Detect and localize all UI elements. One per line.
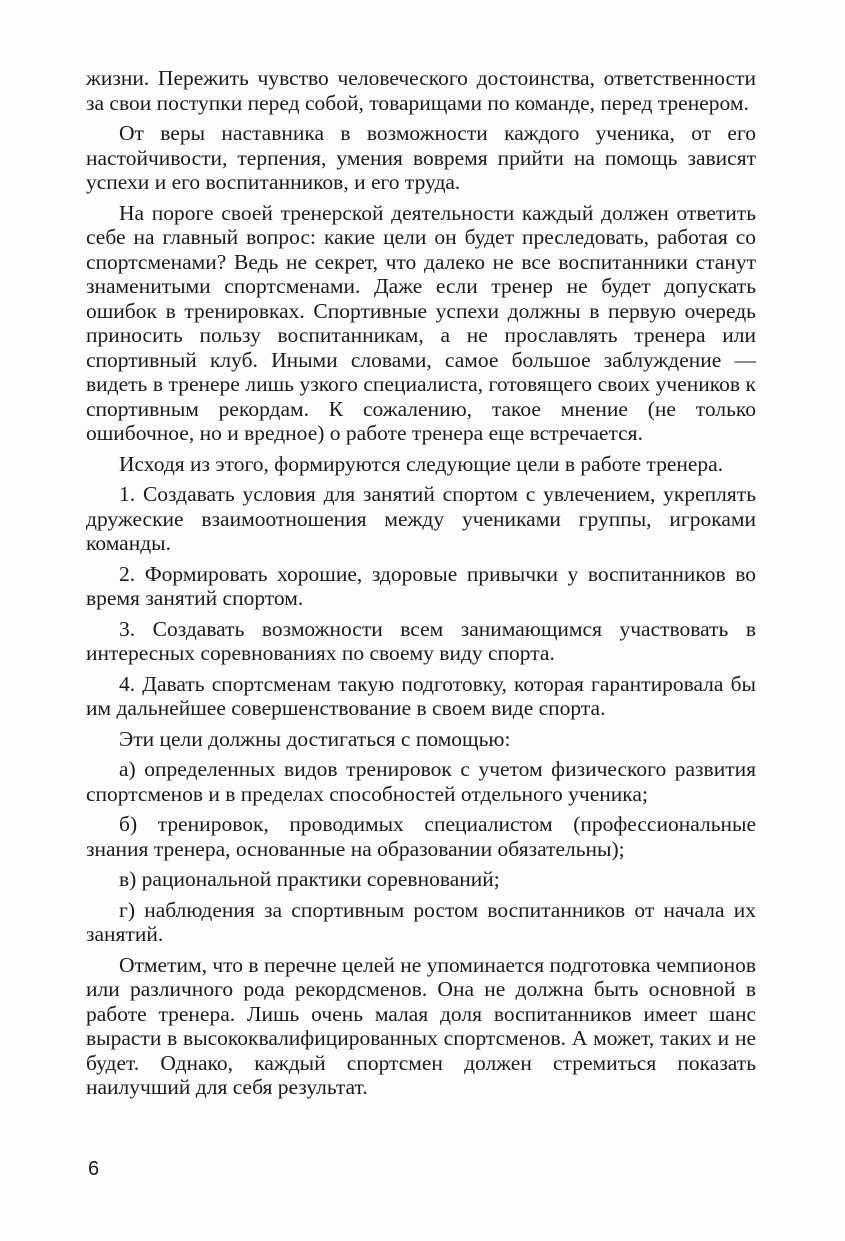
- paragraph-coach-goals: На пороге своей тренерской деятельности каждый должен ответить себе на главный вопрос: какие цели он будет преследовать, работая со спортсменами? Ведь не секрет, что далеко не все воспитанники станут знаменитыми спортсменами. Даже если тренер не будет допускать ошибок в тренировках. Спортивные успехи должны в первую очередь приносить пользу воспитанникам, а не прославлять тренера или спортивный клуб. Иными словами, самое большое заблуждение — видеть в тренере лишь узкого специалиста, готовящего своих учеников к спортивным рекордам. К сожалению, такое мнение (не только ошибочное, но и вредное) о работе тренера еще встречается.: [86, 200, 756, 445]
- list-item-means-c: в) рациональной практики соревнований;: [119, 867, 500, 891]
- list-item-goal-2: 2. Формировать хорошие, здоровые привычки у воспитанников во время занятий спортом.: [86, 561, 756, 610]
- list-item-goal-3: 3. Создавать возможности всем занимающимся участвовать в интересных соревнованиях по своему виду спорта.: [86, 616, 756, 665]
- list-item-means-a: а) определенных видов тренировок с учетом физического развития спортсменов и в пределах способностей отдельного ученика;: [86, 757, 756, 806]
- list-item-goal-4: 4. Давать спортсменам такую подготовку, которая гарантировала бы им дальнейшее совершенствование в своем виде спорта.: [86, 671, 756, 720]
- paragraph-continuation: жизни. Пережить чувство человеческого достоинства, ответственности за свои поступки перед собой, товарищами по команде, перед тренером.: [86, 66, 756, 115]
- list-item-goal-1: 1. Создавать условия для занятий спортом с увлечением, укреплять дружеские взаимоотношения между учениками группы, игроками команды.: [86, 482, 756, 555]
- body-text: [86, 66, 756, 1100]
- paragraph-mentor-faith: От веры наставника в возможности каждого ученика, от его настойчивости, терпения, умения вовремя прийти на помощь зависят успехи и его воспитанников, и его труда.: [86, 121, 756, 194]
- paragraph-goals-intro: Исходя из этого, формируются следующие цели в работе тренера.: [119, 451, 724, 476]
- page-number: 6: [88, 1158, 100, 1180]
- paragraph-means-intro: Эти цели должны достигаться с помощью:: [119, 726, 511, 751]
- list-item-means-d: г) наблюдения за спортивным ростом воспитанников от начала их занятий.: [86, 897, 756, 946]
- list-item-means-b: б) тренировок, проводимых специалистом (профессиональные знания тренера, основанные на образовании обязательны);: [86, 812, 756, 861]
- paragraph-champions-note: Отметим, что в перечне целей не упоминается подготовка чемпионов или различного рода рекордсменов. Она не должна быть основной в работе тренера. Лишь очень малая доля воспитанников имеет шанс вырасти в высококвалифицированных спортсменов. А может, таких и не будет. Однако, каждый спортсмен должен стремиться показать наилучший для себя результат.: [86, 952, 756, 1099]
